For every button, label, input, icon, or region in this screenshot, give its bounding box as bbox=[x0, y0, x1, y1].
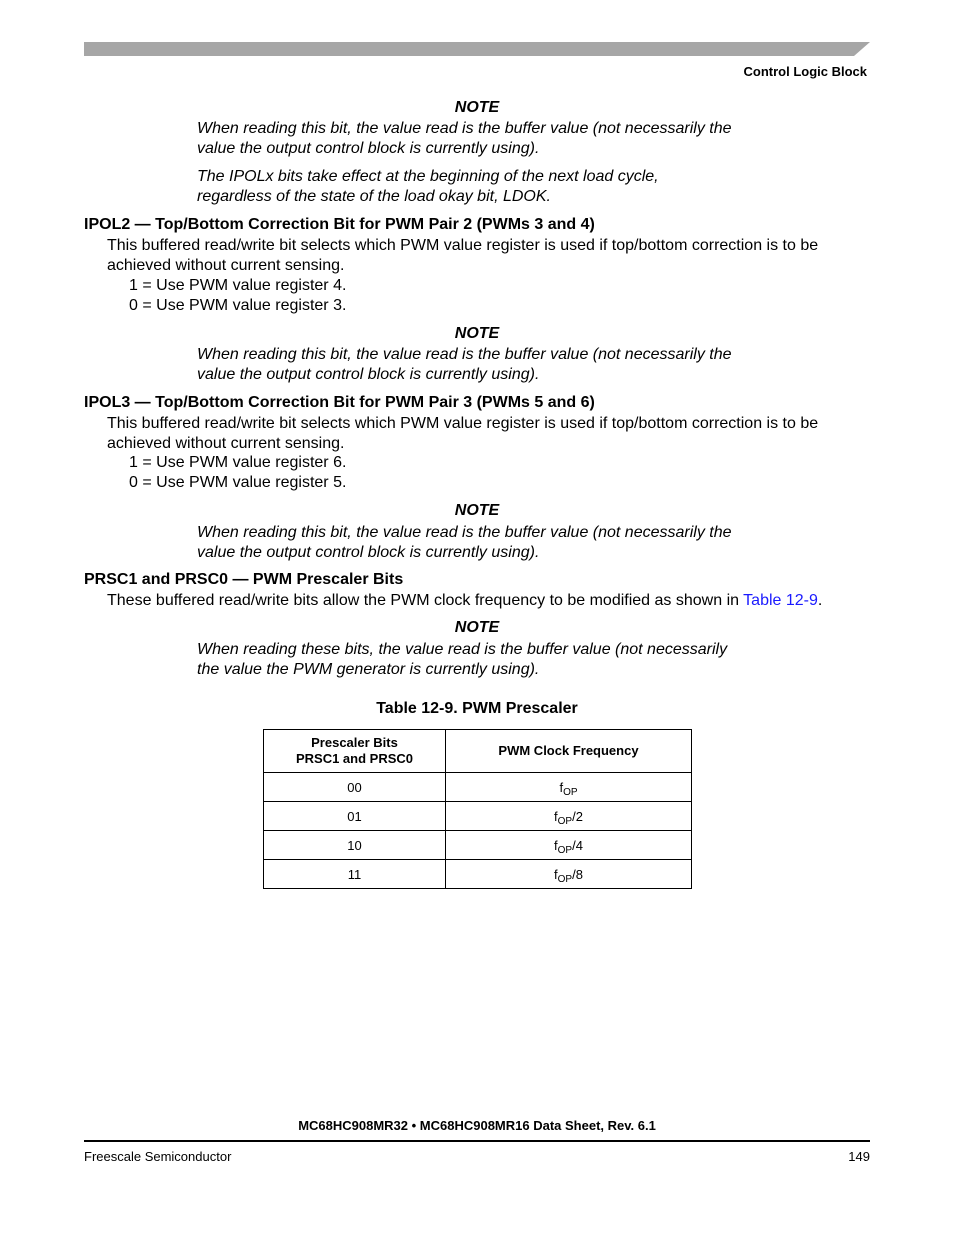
header-prescaler-bits bbox=[264, 730, 446, 773]
footer-divider bbox=[84, 1140, 870, 1142]
section-name: Control Logic Block bbox=[743, 64, 867, 79]
note-line: the value the PWM generator is currently using). bbox=[197, 661, 540, 678]
note-line: value the output control block is currently using). bbox=[197, 140, 540, 157]
note-line: regardless of the state of the load okay bit, LDOK. bbox=[197, 188, 551, 205]
prescaler-table bbox=[263, 729, 692, 889]
ipol2-option: 1 = Use PWM value register 4. bbox=[129, 277, 347, 294]
header-pwm-clock-frequency: PWM Clock Frequency bbox=[446, 730, 692, 773]
note-line: The IPOLx bits take effect at the beginning of the next load cycle, bbox=[197, 168, 659, 185]
prsc-heading: PRSC1 and PRSC0 — PWM Prescaler Bits bbox=[84, 571, 404, 588]
table-title: Table 12-9. PWM Prescaler bbox=[376, 700, 578, 717]
note-title: NOTE bbox=[454, 502, 500, 519]
header-bar bbox=[84, 42, 870, 56]
note-line: When reading this bit, the value read is the buffer value (not necessarily the bbox=[197, 524, 732, 541]
cell-bits: 10 bbox=[264, 831, 446, 860]
ipol3-body-line: This buffered read/write bit selects which PWM value register is used if top/bottom correction is to be bbox=[107, 415, 819, 432]
cell-bits: 01 bbox=[264, 802, 446, 831]
header-line: PRSC1 and PRSC0 bbox=[295, 751, 414, 766]
prsc-body bbox=[107, 591, 822, 611]
note-line: When reading these bits, the value read is the buffer value (not necessarily bbox=[197, 641, 728, 658]
ipol3-heading: IPOL3 — Top/Bottom Correction Bit for PWM Pair 3 (PWMs 5 and 6) bbox=[84, 394, 595, 411]
note-line: value the output control block is currently using). bbox=[197, 366, 540, 383]
ipol3-option: 0 = Use PWM value register 5. bbox=[129, 474, 347, 491]
ipol2-body-line: This buffered read/write bit selects which PWM value register is used if top/bottom correction is to be bbox=[107, 237, 819, 254]
note-line: When reading this bit, the value read is the buffer value (not necessarily the bbox=[197, 346, 732, 363]
cell-frequency: $f_{OP}/2$ bbox=[446, 802, 692, 831]
cell-bits: 11 bbox=[264, 860, 446, 889]
table-row bbox=[264, 860, 692, 889]
header-line: Prescaler Bits bbox=[311, 735, 398, 750]
table-row bbox=[264, 831, 692, 860]
note-title: NOTE bbox=[454, 325, 500, 342]
prsc-body-text: These buffered read/write bits allow the PWM clock frequency to be modified as shown in bbox=[107, 592, 744, 609]
table-row bbox=[264, 802, 692, 831]
table-row bbox=[264, 773, 692, 802]
note-line: When reading this bit, the value read is the buffer value (not necessarily the bbox=[197, 120, 732, 137]
ipol2-heading: IPOL2 — Top/Bottom Correction Bit for PWM Pair 2 (PWMs 3 and 4) bbox=[84, 216, 595, 233]
cell-frequency: $f_{OP}/8$ bbox=[446, 860, 692, 889]
ipol2-body-line: achieved without current sensing. bbox=[107, 257, 345, 274]
table-12-9-link[interactable]: Table 12-9 bbox=[743, 592, 818, 609]
note-title: NOTE bbox=[454, 619, 500, 636]
ipol3-option: 1 = Use PWM value register 6. bbox=[129, 454, 347, 471]
prsc-body-suffix: . bbox=[817, 592, 823, 609]
page-number: 149 bbox=[848, 1149, 870, 1164]
cell-frequency: $f_{OP}/4$ bbox=[446, 831, 692, 860]
table-header-row bbox=[264, 730, 692, 773]
footer-doc-title: MC68HC908MR32 • MC68HC908MR16 Data Sheet, Rev. 6.1 bbox=[298, 1118, 656, 1133]
note-line: value the output control block is currently using). bbox=[197, 544, 540, 561]
cell-bits: 00 bbox=[264, 773, 446, 802]
ipol3-body-line: achieved without current sensing. bbox=[107, 435, 345, 452]
footer-company: Freescale Semiconductor bbox=[84, 1149, 232, 1164]
ipol2-option: 0 = Use PWM value register 3. bbox=[129, 297, 347, 314]
note-title: NOTE bbox=[454, 99, 500, 116]
cell-frequency: $f_{OP}$ bbox=[446, 773, 692, 802]
